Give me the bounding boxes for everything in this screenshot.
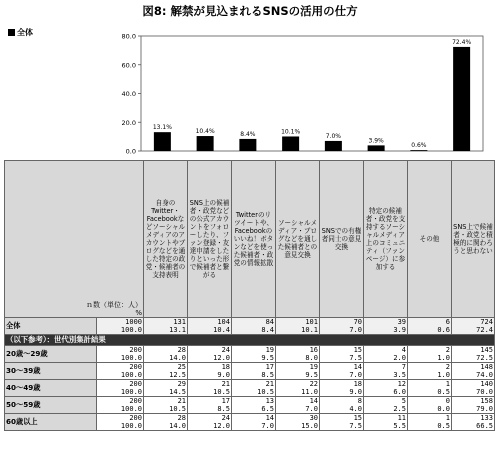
data-cell: 5 2.5	[364, 397, 408, 414]
y-tick-label: 60.0	[121, 61, 136, 70]
data-cell: 4 2.0	[364, 346, 408, 363]
bar	[410, 150, 427, 151]
column-header: SNSでの有権者同士の意見交換	[320, 161, 364, 318]
data-cell: 724 72.4	[452, 318, 495, 335]
data-cell: 6 0.6	[408, 318, 452, 335]
data-cell: 1 0.5	[408, 414, 452, 431]
row-base: 200 100.0	[97, 363, 144, 380]
data-cell: 104 10.4	[188, 318, 232, 335]
column-header: ソーシャルメディア・ブログなどを通した候補者との意見交換	[276, 161, 320, 318]
row-base: 200 100.0	[97, 414, 144, 431]
row-base: 1000 100.0	[97, 318, 144, 335]
data-table	[4, 160, 495, 431]
y-tick-label: 20.0	[121, 118, 136, 127]
table-corner	[5, 161, 144, 318]
data-cell: 39 3.9	[364, 318, 408, 335]
table-row	[5, 346, 495, 363]
data-cell: 2 1.0	[408, 346, 452, 363]
data-cell: 18 9.0	[188, 363, 232, 380]
data-cell: 2 1.0	[408, 363, 452, 380]
data-cell: 18 9.0	[320, 380, 364, 397]
data-cell: 133 66.5	[452, 414, 495, 431]
total-row	[5, 318, 495, 335]
table-row	[5, 380, 495, 397]
bar	[368, 145, 385, 151]
data-cell: 13 6.5	[232, 397, 276, 414]
data-cell: 101 10.1	[276, 318, 320, 335]
column-header: その他	[408, 161, 452, 318]
row-label: 30～39歳	[5, 363, 97, 380]
data-cell: 21 10.5	[232, 380, 276, 397]
data-cell: 21 10.5	[144, 397, 188, 414]
y-tick-label: 40.0	[121, 90, 136, 98]
data-label: 72.4%	[452, 38, 472, 46]
column-header: 自身のTwitter・Facebookなどソーシャルメディアのアカウントやブログなどを通した特定の政党・候補者の支持表明	[144, 161, 188, 318]
column-header: SNS上で候補者・政党と積極的に関わろうと思わない	[452, 161, 495, 318]
data-cell: 131 13.1	[144, 318, 188, 335]
data-cell: 24 12.0	[188, 414, 232, 431]
data-cell: 7 3.5	[364, 363, 408, 380]
data-cell: 17 8.5	[232, 363, 276, 380]
row-label: 全体	[5, 318, 97, 335]
data-cell: 148 74.0	[452, 363, 495, 380]
data-label: 7.0%	[325, 132, 341, 140]
data-cell: 30 15.0	[276, 414, 320, 431]
data-cell: 28 14.0	[144, 346, 188, 363]
n-label: ｎ数（単位：人）	[86, 301, 142, 309]
data-cell: 21 10.5	[188, 380, 232, 397]
data-cell: 25 12.5	[144, 363, 188, 380]
data-cell: 145 72.5	[452, 346, 495, 363]
data-cell: 84 8.4	[232, 318, 276, 335]
data-cell: 1 0.5	[408, 380, 452, 397]
bar	[282, 136, 299, 151]
data-cell: 28 14.0	[144, 414, 188, 431]
section-row	[5, 335, 495, 346]
data-cell: 29 14.5	[144, 380, 188, 397]
row-base: 200 100.0	[97, 346, 144, 363]
legend-label: 全体	[17, 28, 33, 37]
chart-title: 図8: 解禁が見込まれるSNSの活用の仕方	[142, 4, 358, 18]
data-label: 3.9%	[368, 137, 384, 145]
y-tick-label: 80.0	[121, 32, 136, 41]
column-header: 特定の候補者・政党を支持するソーシャルメディア上のコミュニティ（ファンページ）に参加する	[364, 161, 408, 318]
data-cell: 19 9.5	[276, 363, 320, 380]
data-cell: 24 12.0	[188, 346, 232, 363]
plot-area	[141, 36, 483, 151]
data-cell: 16 8.0	[276, 346, 320, 363]
table-row	[5, 397, 495, 414]
row-label: 60歳以上	[5, 414, 97, 431]
column-header: SNS上の候補者・政党などの公式アカウントをフォローしたり、ファン登録・友達申請をしたりといった形で候補者と繋がる	[188, 161, 232, 318]
row-label: 50～59歳	[5, 397, 97, 414]
data-cell: 15 7.5	[320, 346, 364, 363]
data-label: 10.1%	[281, 128, 301, 136]
bar	[239, 139, 256, 151]
bar	[197, 136, 214, 151]
data-cell: 11 5.5	[364, 414, 408, 431]
data-cell: 14 7.0	[276, 397, 320, 414]
data-cell: 19 9.5	[232, 346, 276, 363]
y-tick-label: 0.0	[125, 147, 136, 156]
data-label: 10.4%	[195, 128, 215, 136]
data-cell: 158 79.0	[452, 397, 495, 414]
data-cell: 0 0.0	[408, 397, 452, 414]
data-cell: 22 11.0	[276, 380, 320, 397]
bar	[154, 132, 171, 151]
data-cell: 140 70.0	[452, 380, 495, 397]
row-base: 200 100.0	[97, 380, 144, 397]
bar-chart	[0, 0, 500, 160]
data-cell: 17 8.5	[188, 397, 232, 414]
row-label: 20歳～29歳	[5, 346, 97, 363]
row-label: 40～49歳	[5, 380, 97, 397]
data-label: 0.6%	[411, 142, 427, 150]
table-row	[5, 363, 495, 380]
bar	[453, 47, 470, 151]
data-cell: 14 7.0	[320, 363, 364, 380]
data-cell: 14 7.0	[232, 414, 276, 431]
table-row	[5, 414, 495, 431]
data-cell: 15 7.5	[320, 414, 364, 431]
data-cell: 70 7.0	[320, 318, 364, 335]
data-label: 8.4%	[240, 130, 256, 138]
data-cell: 12 6.0	[364, 380, 408, 397]
unit-label: %	[135, 309, 142, 317]
data-label: 13.1%	[152, 124, 172, 132]
column-header: Twitterのリツイートや、Facebookのいいね！ボタンなどを使った候補者・政党の情報拡散	[232, 161, 276, 318]
bar	[325, 141, 342, 151]
section-label: （以下参考）：世代別集計結果	[5, 335, 495, 346]
row-base: 200 100.0	[97, 397, 144, 414]
data-cell: 8 4.0	[320, 397, 364, 414]
